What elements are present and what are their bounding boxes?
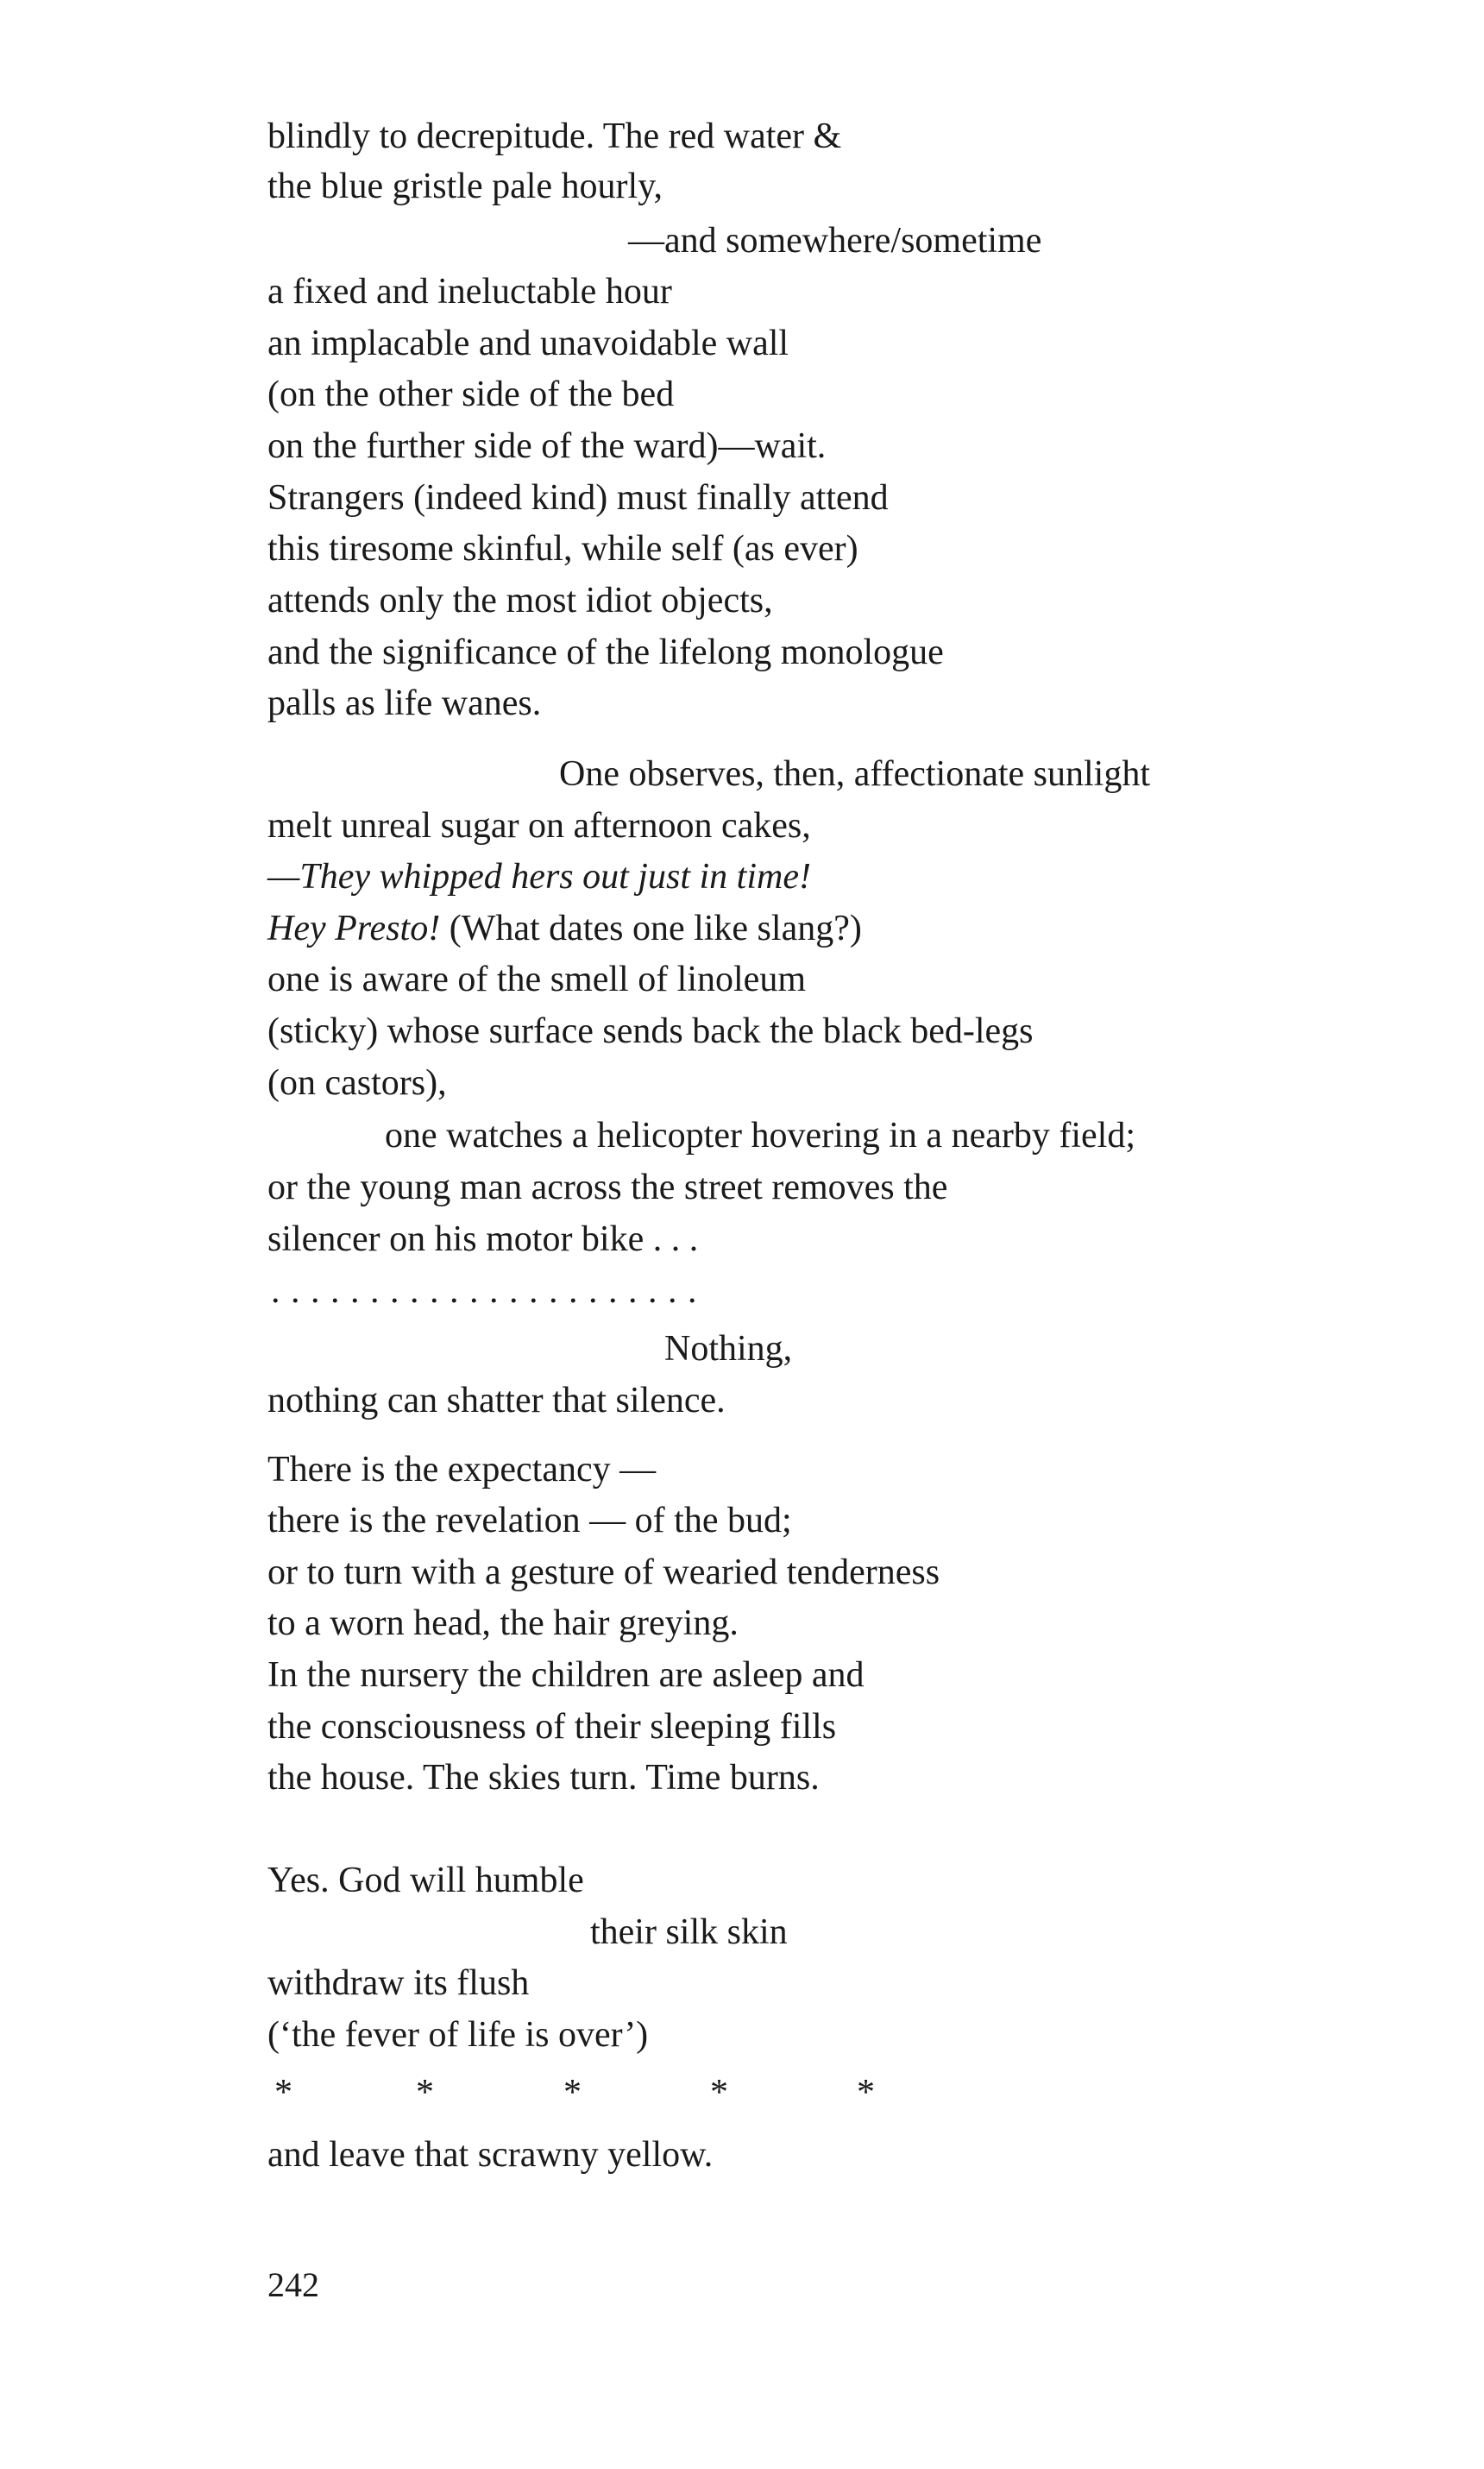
poem-line-21: or the young man across the street removes the [267, 1168, 948, 1207]
page-number: 242 [267, 2265, 319, 2304]
poem-line-1: blindly to decrepitude. The red water & [267, 117, 842, 156]
poem-line-35: (‘the fever of life is over’) [267, 2015, 649, 2055]
poem-line-23: Nothing, [664, 1329, 793, 1369]
poem-line-20: one watches a helicopter hovering in a nearby field; [385, 1116, 1135, 1156]
poem-line-19: (on castors), [267, 1063, 447, 1103]
poem-line-3: —and somewhere/sometime [628, 221, 1042, 261]
poem-line-13: One observes, then, affectionate sunlight [559, 754, 1151, 794]
poem-line-10: attends only the most idiot objects, [267, 581, 773, 620]
poem-line-29: In the nursery the children are asleep and [267, 1655, 865, 1695]
poem-line-9: this tiresome skinful, while self (as ever) [267, 529, 858, 569]
poem-line-33: their silk skin [590, 1912, 788, 1952]
asterism-star: * [416, 2073, 434, 2113]
poem-line-8: Strangers (indeed kind) must finally attend [267, 478, 889, 518]
poem-line-16-rest: (What dates one like slang?) [440, 909, 862, 948]
poem-line-30: the consciousness of their sleeping fills [267, 1707, 837, 1747]
poem-line-7: on the further side of the ward)—wait. [267, 426, 827, 466]
poem-line-16-italic: Hey Presto! [267, 909, 441, 948]
poem-line-6: (on the other side of the bed [267, 375, 675, 414]
poem-line-25: There is the expectancy — [267, 1450, 657, 1490]
poem-line-2: the blue gristle pale hourly, [267, 167, 663, 206]
poem-line-26: there is the revelation — of the bud; [267, 1501, 792, 1540]
poem-line-34: withdraw its flush [267, 1963, 530, 2003]
poem-line-18: (sticky) whose surface sends back the black bed-legs [267, 1011, 1034, 1051]
dotted-separator: . . . . . . . . . . . . . . . . . . . . . . [271, 1271, 698, 1311]
poem-line-14: melt unreal sugar on afternoon cakes, [267, 806, 811, 846]
poem-line-27: or to turn with a gesture of wearied tenderness [267, 1553, 940, 1592]
poem-line-36: and leave that scrawny yellow. [267, 2135, 714, 2175]
asterism-star: * [710, 2073, 728, 2113]
poem-line-4: a fixed and ineluctable hour [267, 272, 672, 312]
poem-line-24: nothing can shatter that silence. [267, 1381, 726, 1420]
asterism-star: * [274, 2073, 292, 2113]
poem-line-16 [267, 907, 862, 950]
poem-line-31: the house. The skies turn. Time burns. [267, 1758, 820, 1798]
poem-line-32: Yes. God will humble [267, 1861, 584, 1900]
asterism-star: * [857, 2073, 875, 2113]
poem-line-17: one is aware of the smell of linoleum [267, 960, 806, 999]
poem-line-11: and the significance of the lifelong monologue [267, 633, 944, 672]
poem-line-22: silencer on his motor bike . . . [267, 1219, 699, 1259]
poem-line-12: palls as life wanes. [267, 683, 542, 723]
asterism-star: * [563, 2073, 582, 2113]
poem-line-28: to a worn head, the hair greying. [267, 1603, 739, 1643]
asterism-separator [0, 2071, 1484, 2114]
poem-line-5: an implacable and unavoidable wall [267, 324, 789, 363]
poem-line-15: —They whipped hers out just in time! [267, 857, 811, 897]
